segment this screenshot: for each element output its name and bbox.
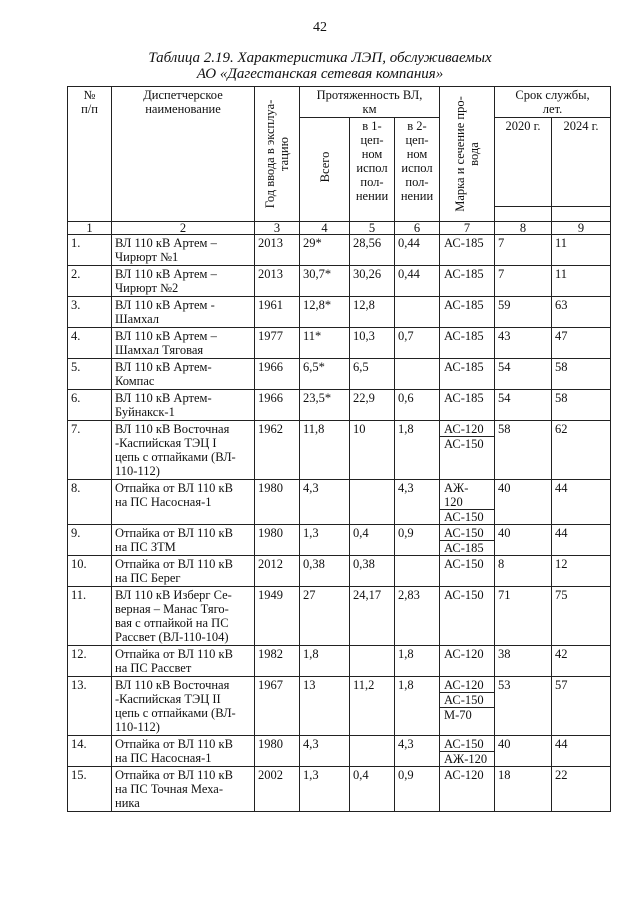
row-service-2024: 44 <box>552 480 611 525</box>
row-service-2020: 40 <box>495 480 552 525</box>
header-single-circuit: в 1- цеп- ном испол пол- нении <box>350 118 395 222</box>
row-length-single <box>350 480 395 525</box>
row-length-single: 0,4 <box>350 767 395 812</box>
row-length-total: 27 <box>300 587 350 646</box>
wire-brand: АС-120 <box>440 678 494 693</box>
wire-brand: АС-150 <box>444 437 484 451</box>
wire-brand: АС-185 <box>444 541 484 555</box>
row-year: 2002 <box>255 767 300 812</box>
row-number: 2. <box>68 266 112 297</box>
wire-brand: АС-150 <box>440 737 494 752</box>
row-wire <box>440 359 495 390</box>
column-number: 3 <box>255 222 300 235</box>
row-service-2024: 11 <box>552 266 611 297</box>
row-name: ВЛ 110 кВ Артем- Компас <box>112 359 255 390</box>
header-service-group: Срок службы, лет. <box>495 87 611 118</box>
row-name: ВЛ 110 кВ Артем- Буйнакск-1 <box>112 390 255 421</box>
row-name: ВЛ 110 кВ Артем – Чирюрт №1 <box>112 235 255 266</box>
row-length-double: 0,9 <box>395 525 440 556</box>
row-number: 4. <box>68 328 112 359</box>
table-row <box>68 556 611 587</box>
row-length-total: 29* <box>300 235 350 266</box>
row-number: 5. <box>68 359 112 390</box>
table-row <box>68 359 611 390</box>
row-length-total: 11,8 <box>300 421 350 480</box>
row-year: 1980 <box>255 525 300 556</box>
row-service-2024: 58 <box>552 359 611 390</box>
row-wire <box>440 525 495 556</box>
table-row <box>68 587 611 646</box>
row-length-total: 23,5* <box>300 390 350 421</box>
row-length-total: 4,3 <box>300 480 350 525</box>
row-service-2020: 40 <box>495 525 552 556</box>
row-service-2024: 58 <box>552 390 611 421</box>
row-service-2020: 8 <box>495 556 552 587</box>
wire-brand: АС-185 <box>444 391 484 405</box>
power-lines-table <box>67 86 611 812</box>
row-service-2020: 7 <box>495 235 552 266</box>
wire-brand: АС-185 <box>444 360 484 374</box>
row-length-single: 10,3 <box>350 328 395 359</box>
row-year: 1980 <box>255 480 300 525</box>
row-number: 14. <box>68 736 112 767</box>
wire-brand: АС-120 <box>444 647 484 661</box>
row-name: Отпайка от ВЛ 110 кВ на ПС Насосная-1 <box>112 736 255 767</box>
row-length-single: 12,8 <box>350 297 395 328</box>
wire-brand: АС-120 <box>440 422 494 437</box>
row-service-2020: 7 <box>495 266 552 297</box>
row-service-2020: 59 <box>495 297 552 328</box>
row-number: 7. <box>68 421 112 480</box>
row-wire <box>440 480 495 525</box>
row-wire <box>440 677 495 736</box>
row-service-2020: 18 <box>495 767 552 812</box>
wire-brand: АЖ-120 <box>444 752 488 766</box>
row-length-single: 28,56 <box>350 235 395 266</box>
header-double-circuit: в 2- цеп- ном испол пол- нении <box>395 118 440 222</box>
page-number: 42 <box>313 20 327 35</box>
row-length-total: 1,3 <box>300 767 350 812</box>
row-length-single: 0,4 <box>350 525 395 556</box>
row-length-total: 30,7* <box>300 266 350 297</box>
row-length-single: 10 <box>350 421 395 480</box>
row-length-total: 11* <box>300 328 350 359</box>
wire-brand: АС-150 <box>444 588 484 602</box>
row-number: 13. <box>68 677 112 736</box>
table-row <box>68 297 611 328</box>
row-length-single: 0,38 <box>350 556 395 587</box>
row-wire <box>440 646 495 677</box>
row-wire <box>440 736 495 767</box>
row-service-2020: 58 <box>495 421 552 480</box>
row-number: 10. <box>68 556 112 587</box>
wire-brand: АС-185 <box>444 236 484 250</box>
table-row <box>68 525 611 556</box>
row-number: 8. <box>68 480 112 525</box>
row-number: 11. <box>68 587 112 646</box>
row-name: ВЛ 110 кВ Артем – Чирюрт №2 <box>112 266 255 297</box>
table-row <box>68 646 611 677</box>
row-year: 1967 <box>255 677 300 736</box>
row-service-2024: 22 <box>552 767 611 812</box>
row-service-2020: 54 <box>495 359 552 390</box>
header-length-group: Протяженность ВЛ, км <box>300 87 440 118</box>
row-name: Отпайка от ВЛ 110 кВ на ПС Насосная-1 <box>112 480 255 525</box>
row-service-2024: 44 <box>552 736 611 767</box>
row-wire <box>440 390 495 421</box>
row-length-double: 1,8 <box>395 646 440 677</box>
column-number: 9 <box>552 222 611 235</box>
row-length-single: 6,5 <box>350 359 395 390</box>
row-length-total: 13 <box>300 677 350 736</box>
column-number: 4 <box>300 222 350 235</box>
column-number: 2 <box>112 222 255 235</box>
wire-brand: АС-185 <box>444 298 484 312</box>
row-wire <box>440 767 495 812</box>
row-service-2024: 11 <box>552 235 611 266</box>
row-service-2024: 12 <box>552 556 611 587</box>
row-length-total: 1,8 <box>300 646 350 677</box>
row-length-double <box>395 297 440 328</box>
column-number: 8 <box>495 222 552 235</box>
row-wire <box>440 587 495 646</box>
row-name: ВЛ 110 кВ Артем - Шамхал <box>112 297 255 328</box>
wire-brand: АС-185 <box>444 267 484 281</box>
row-wire <box>440 328 495 359</box>
table-row <box>68 677 611 736</box>
header-year: Год ввода в эксплуа- тацию <box>255 87 300 222</box>
row-length-double: 1,8 <box>395 421 440 480</box>
header-year-2024: 2024 г. <box>552 118 611 207</box>
row-wire <box>440 556 495 587</box>
wire-brand: АС-150 <box>440 693 494 708</box>
row-service-2020: 40 <box>495 736 552 767</box>
row-year: 1962 <box>255 421 300 480</box>
row-service-2024: 75 <box>552 587 611 646</box>
row-year: 1980 <box>255 736 300 767</box>
row-year: 1982 <box>255 646 300 677</box>
header-dispatch-name: Диспетчерское наименование <box>112 87 255 222</box>
row-number: 1. <box>68 235 112 266</box>
column-number: 5 <box>350 222 395 235</box>
row-year: 2012 <box>255 556 300 587</box>
row-length-single: 30,26 <box>350 266 395 297</box>
wire-brand: АС-150 <box>444 557 484 571</box>
wire-brand: М-70 <box>444 708 472 722</box>
row-length-double: 0,44 <box>395 235 440 266</box>
header-number: № п/п <box>68 87 112 222</box>
row-number: 6. <box>68 390 112 421</box>
table-body <box>68 235 611 812</box>
wire-brand: АС-185 <box>444 329 484 343</box>
row-year: 2013 <box>255 235 300 266</box>
row-wire <box>440 297 495 328</box>
row-wire <box>440 421 495 480</box>
table-row <box>68 390 611 421</box>
row-year: 1961 <box>255 297 300 328</box>
caption-line-1: Таблица 2.19. Характеристика ЛЭП, обслуживаемых <box>148 50 492 66</box>
table-row <box>68 328 611 359</box>
row-year: 1966 <box>255 390 300 421</box>
row-name: ВЛ 110 кВ Восточная -Каспийская ТЭЦ II цепь с отпайками (ВЛ- 110-112) <box>112 677 255 736</box>
row-number: 15. <box>68 767 112 812</box>
row-service-2020: 38 <box>495 646 552 677</box>
header-total: Всего <box>300 118 350 222</box>
row-length-double: 0,7 <box>395 328 440 359</box>
header-wire-brand: Марка и сечение про- вода <box>440 87 495 222</box>
row-service-2020: 53 <box>495 677 552 736</box>
row-number: 9. <box>68 525 112 556</box>
row-length-double <box>395 556 440 587</box>
row-service-2024: 57 <box>552 677 611 736</box>
row-length-double: 4,3 <box>395 480 440 525</box>
column-number: 6 <box>395 222 440 235</box>
row-service-2020: 43 <box>495 328 552 359</box>
row-length-single <box>350 646 395 677</box>
row-service-2024: 47 <box>552 328 611 359</box>
row-length-single: 11,2 <box>350 677 395 736</box>
wire-brand: АЖ- 120 <box>440 481 494 510</box>
row-length-double: 0,44 <box>395 266 440 297</box>
row-name: Отпайка от ВЛ 110 кВ на ПС Рассвет <box>112 646 255 677</box>
row-length-double: 0,6 <box>395 390 440 421</box>
row-wire <box>440 235 495 266</box>
row-name: Отпайка от ВЛ 110 кВ на ПС Точная Меха- ника <box>112 767 255 812</box>
row-name: ВЛ 110 кВ Восточная -Каспийская ТЭЦ I цепь с отпайками (ВЛ- 110-112) <box>112 421 255 480</box>
row-service-2024: 42 <box>552 646 611 677</box>
row-year: 1966 <box>255 359 300 390</box>
row-name: Отпайка от ВЛ 110 кВ на ПС ЗТМ <box>112 525 255 556</box>
row-name: Отпайка от ВЛ 110 кВ на ПС Берег <box>112 556 255 587</box>
table-caption <box>0 50 640 82</box>
row-length-double: 1,8 <box>395 677 440 736</box>
header-year-2020: 2020 г. <box>495 118 552 207</box>
row-length-double: 0,9 <box>395 767 440 812</box>
row-service-2020: 54 <box>495 390 552 421</box>
row-service-2024: 63 <box>552 297 611 328</box>
row-length-total: 4,3 <box>300 736 350 767</box>
row-year: 1977 <box>255 328 300 359</box>
row-service-2020: 71 <box>495 587 552 646</box>
column-number: 7 <box>440 222 495 235</box>
row-length-single <box>350 736 395 767</box>
row-name: ВЛ 110 кВ Артем – Шамхал Тяговая <box>112 328 255 359</box>
table-row <box>68 235 611 266</box>
row-length-total: 12,8* <box>300 297 350 328</box>
column-number: 1 <box>68 222 112 235</box>
wire-brand: АС-150 <box>440 526 494 541</box>
row-service-2024: 62 <box>552 421 611 480</box>
row-name: ВЛ 110 кВ Изберг Се- верная – Манас Тяго- вая с отпайкой на ПС Рассвет (ВЛ-110-104) <box>112 587 255 646</box>
table-row <box>68 767 611 812</box>
column-number-row <box>68 222 611 235</box>
row-number: 3. <box>68 297 112 328</box>
table-row <box>68 421 611 480</box>
row-service-2024: 44 <box>552 525 611 556</box>
wire-brand: АС-120 <box>444 768 484 782</box>
row-year: 1949 <box>255 587 300 646</box>
table-row <box>68 480 611 525</box>
row-length-single: 22,9 <box>350 390 395 421</box>
row-number: 12. <box>68 646 112 677</box>
row-length-double: 2,83 <box>395 587 440 646</box>
row-length-double <box>395 359 440 390</box>
row-year: 2013 <box>255 266 300 297</box>
row-length-single: 24,17 <box>350 587 395 646</box>
row-length-double: 4,3 <box>395 736 440 767</box>
row-length-total: 1,3 <box>300 525 350 556</box>
table-row <box>68 266 611 297</box>
row-wire <box>440 266 495 297</box>
row-length-total: 6,5* <box>300 359 350 390</box>
row-length-total: 0,38 <box>300 556 350 587</box>
wire-brand: АС-150 <box>444 510 484 524</box>
table-row <box>68 736 611 767</box>
caption-line-2: АО «Дагестанская сетевая компания» <box>196 66 444 82</box>
